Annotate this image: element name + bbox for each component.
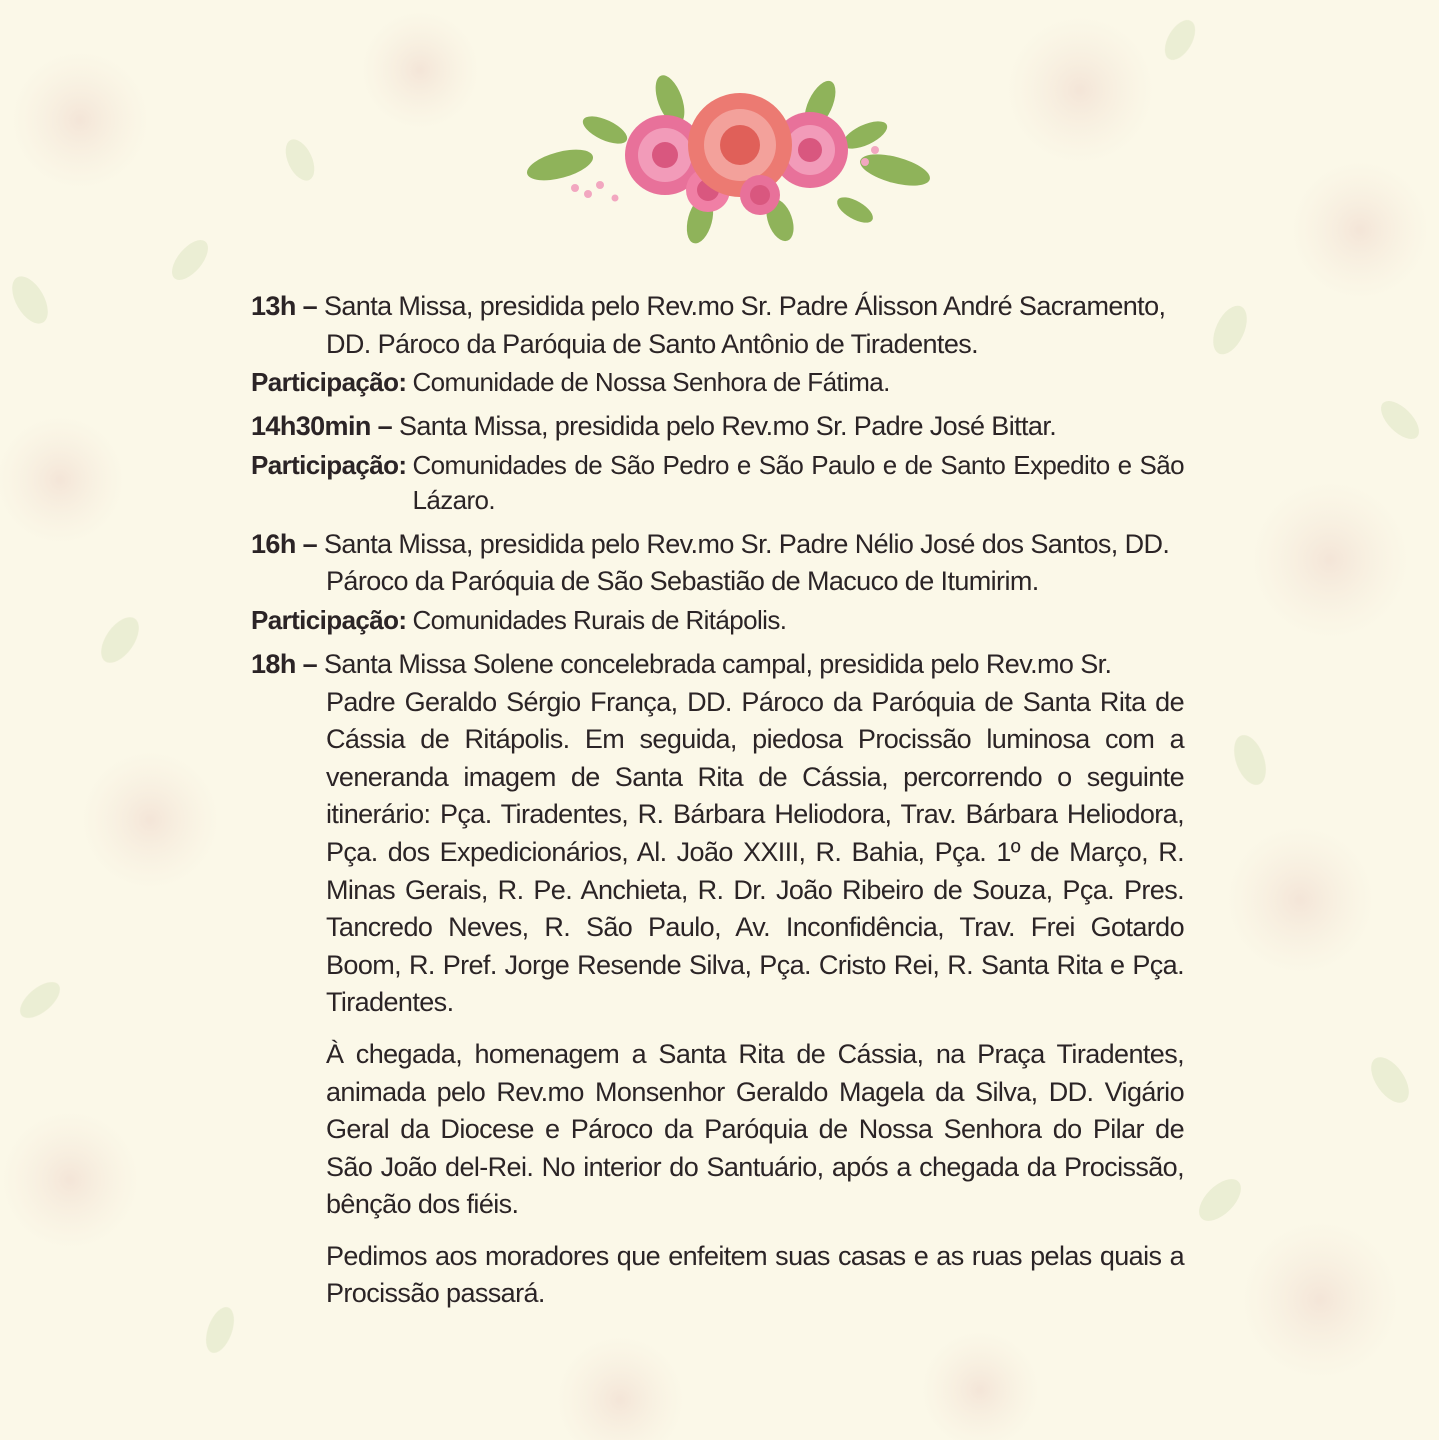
schedule-entry-16h <box>251 526 1184 638</box>
entry-description-continued: DD. Pároco da Paróquia de Santo Antônio de Tiradentes. <box>326 328 979 359</box>
schedule-content <box>251 288 1184 1319</box>
entry-heading <box>251 526 1184 564</box>
participation-text: Comunidade de Nossa Senhora de Fátima. <box>412 367 890 398</box>
entry-heading <box>251 288 1184 326</box>
participation-text: Comunidades Rurais de Ritápolis. <box>412 604 787 635</box>
schedule-entry-13h <box>251 288 1184 400</box>
participation-label: Participação: <box>251 604 407 635</box>
entry-heading <box>251 646 1184 684</box>
entry-time: 16h – <box>251 528 318 559</box>
residents-request: Pedimos aos moradores que enfeitem suas casas e as ruas pelas quais a Procissão passará. <box>326 1240 1184 1309</box>
entry-description-continued: Pároco da Paróquia de São Sebastião de Macuco de Itumirim. <box>326 566 1039 597</box>
participation-row <box>251 365 1184 400</box>
participation-text: Comunidades de São Pedro e São Paulo e de Santo Expedito e São Lázaro. <box>412 449 1184 515</box>
participation-label: Participação: <box>251 449 407 480</box>
schedule-entry-14h30 <box>251 408 1184 518</box>
entry-description: Santa Missa, presidida pelo Rev.mo Sr. Padre Nélio José dos Santos, DD. <box>323 528 1170 559</box>
participation-label: Participação: <box>251 367 407 398</box>
entry-description: Santa Missa Solene concelebrada campal, presidida pelo Rev.mo Sr. <box>323 648 1112 679</box>
procession-description <box>251 684 1184 1314</box>
entry-description: Santa Missa, presidida pelo Rev.mo Sr. Padre Álisson André Sacramento, <box>323 291 1166 321</box>
rose-bouquet-icon <box>520 70 940 250</box>
arrival-paragraph: À chegada, homenagem a Santa Rita de Cássia, na Praça Tiradentes, animada pelo Rev.mo Monsenhor Geraldo Magela da Silva, DD. Vigário Geral da Diocese e Pároco da Paróquia de Nossa Senhora do Pilar de São João del-Rei. No interior do Santuário, após a chegada da Procissão, bênção dos fiéis. <box>326 1038 1184 1220</box>
entry-time: 18h – <box>251 648 318 679</box>
entry-heading <box>251 408 1184 446</box>
entry-time: 14h30min – <box>251 411 393 442</box>
entry-time: 13h – <box>251 291 318 321</box>
procession-itinerary: Padre Geraldo Sérgio França, DD. Pároco da Paróquia de Santa Rita de Cássia de Ritápolis. Em seguida, piedosa Procissão luminosa com a veneranda imagem de Santa Rita de Cássia, percorrendo o seguinte itinerário: Pça. Tiradentes, R. Bárbara Heliodora, Trav. Bárbara Heliodora, Pça. dos Expedicionários, Al. João XXIII, R. Bahia, Pça. 1º de Março, R. Minas Gerais, R. Pe. Anchieta, R. Dr. João Ribeiro de Souza, Pça. Pres. Tancredo Neves, R. São Paulo, Av. Inconfidência, Trav. Frei Gotardo Boom, R. Pref. Jorge Resende Silva, Pça. Cristo Rei, R. Santa Rita e Pça. Tiradentes. <box>326 686 1184 1018</box>
participation-row <box>251 603 1184 638</box>
schedule-entry-18h <box>251 646 1184 1313</box>
entry-description: Santa Missa, presidida pelo Rev.mo Sr. Padre José Bittar. <box>398 411 1057 442</box>
participation-row <box>251 448 1184 518</box>
